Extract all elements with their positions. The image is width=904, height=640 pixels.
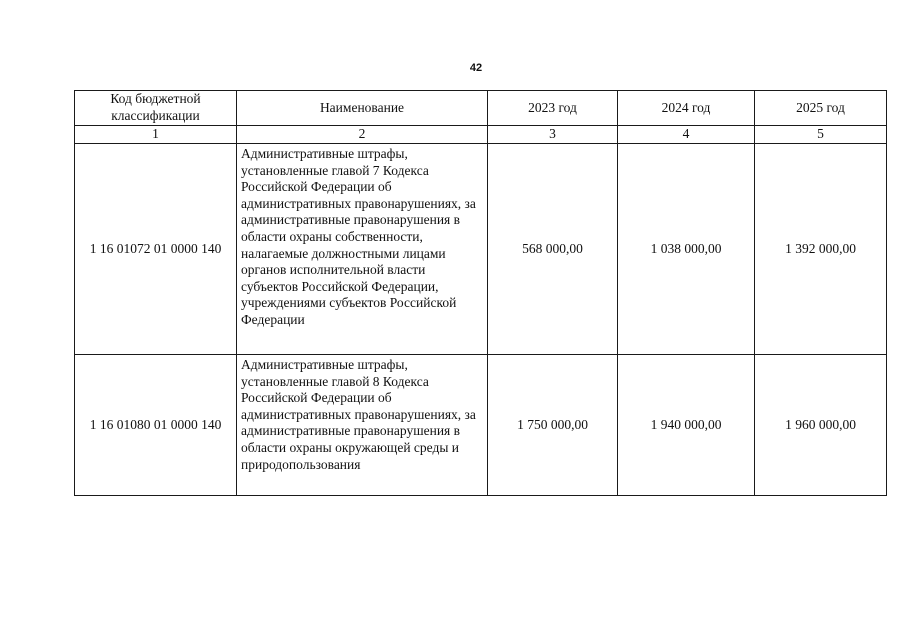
table-row bbox=[75, 355, 887, 496]
header-2025: 2025 год bbox=[755, 91, 887, 126]
amount-2025-cell: 1 960 000,00 bbox=[755, 355, 887, 496]
column-number-row bbox=[75, 126, 887, 144]
header-code: Код бюджетной классификации bbox=[75, 91, 237, 126]
amount-2025-cell: 1 392 000,00 bbox=[755, 144, 887, 355]
page-number: 42 bbox=[469, 62, 483, 74]
column-number: 3 bbox=[488, 126, 618, 144]
amount-2024-cell: 1 940 000,00 bbox=[618, 355, 755, 496]
amount-2023-cell: 1 750 000,00 bbox=[488, 355, 618, 496]
header-name: Наименование bbox=[237, 91, 488, 126]
amount-2023-cell: 568 000,00 bbox=[488, 144, 618, 355]
budget-code-cell: 1 16 01080 01 0000 140 bbox=[75, 355, 237, 496]
amount-2024-cell: 1 038 000,00 bbox=[618, 144, 755, 355]
name-cell: Административные штрафы, установленные главой 8 Кодекса Российской Федерации об административных правонарушениях, за административные правонарушения в области охраны окружающей среды и природопользования bbox=[237, 355, 488, 496]
budget-code-cell: 1 16 01072 01 0000 140 bbox=[75, 144, 237, 355]
header-2023: 2023 год bbox=[488, 91, 618, 126]
column-number: 1 bbox=[75, 126, 237, 144]
column-number: 2 bbox=[237, 126, 488, 144]
budget-revenue-table bbox=[74, 90, 887, 496]
table-row bbox=[75, 144, 887, 355]
header-row bbox=[75, 91, 887, 126]
column-number: 4 bbox=[618, 126, 755, 144]
header-2024: 2024 год bbox=[618, 91, 755, 126]
name-cell: Административные штрафы, установленные главой 7 Кодекса Российской Федерации об административных правонарушениях, за административные правонарушения в области охраны собственности, налагаемые должностными лицами органов исполнительной власти субъектов Российской Федерации, учреждениями субъектов Российской Федерации bbox=[237, 144, 488, 355]
column-number: 5 bbox=[755, 126, 887, 144]
